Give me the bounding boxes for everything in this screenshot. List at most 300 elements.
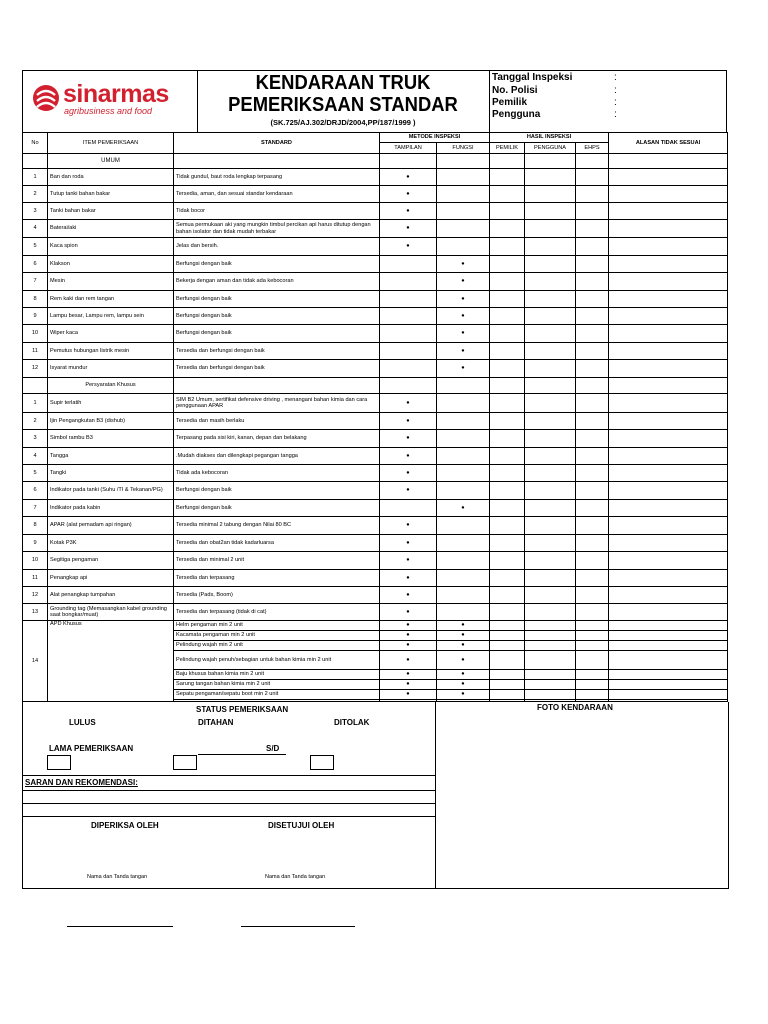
table-row (23, 482, 728, 500)
row-pemilik-cell[interactable] (490, 256, 525, 273)
row-no: 1 (23, 169, 48, 186)
row-tampilan-mark[interactable] (380, 360, 437, 378)
apd-ehps-cell[interactable] (576, 670, 609, 680)
row-pengguna-cell[interactable] (525, 343, 576, 360)
apd-pengguna-cell[interactable] (525, 690, 576, 700)
row-ehps-cell[interactable] (576, 238, 609, 256)
apd-tampilan-mark[interactable]: ● (380, 631, 437, 641)
row-no: 8 (23, 517, 48, 535)
row-fungsi-mark[interactable] (437, 169, 490, 186)
field-pengguna[interactable]: Pengguna : (492, 109, 617, 120)
row-fungsi-mark[interactable]: ● (437, 325, 490, 343)
row-item: Indikator pada tanki (Suhu /TI & Tekanan/PG) (48, 482, 174, 500)
title-line-2: PEMERIKSAAN STANDAR (228, 94, 458, 116)
row-item: Wiper kaca (48, 325, 174, 343)
disetujui-label: DISETUJUI OLEH (268, 821, 335, 830)
row-no: 13 (23, 604, 48, 621)
row-tampilan-mark[interactable]: ● (380, 413, 437, 430)
row-fungsi-mark[interactable] (437, 604, 490, 621)
status-ditahan-label: DITAHAN (198, 718, 234, 727)
row-alasan-cell[interactable] (609, 186, 728, 203)
row-tampilan-mark[interactable]: ● (380, 203, 437, 220)
saran-line-2[interactable] (23, 803, 435, 804)
row-alasan-cell[interactable] (609, 291, 728, 308)
row-item: Supir terlatih (48, 394, 174, 413)
row-no: 4 (23, 448, 48, 465)
row-ehps-cell[interactable] (576, 325, 609, 343)
row-standard: Berfungsi dengan baik (174, 482, 380, 500)
section-umum-label: UMUM (48, 154, 174, 169)
field-tanggal-inspeksi[interactable]: Tanggal Inspeksi : (492, 72, 617, 83)
row-fungsi-mark[interactable] (437, 535, 490, 552)
row-pengguna-cell[interactable] (525, 465, 576, 482)
row-tampilan-mark[interactable] (380, 500, 437, 517)
row-pengguna-cell[interactable] (525, 535, 576, 552)
row-alasan-cell[interactable] (609, 552, 728, 570)
apd-pemilik-cell[interactable] (490, 631, 525, 641)
table-row (23, 394, 728, 413)
row-alasan-cell[interactable] (609, 517, 728, 535)
row-pemilik-cell[interactable] (490, 238, 525, 256)
row-item: Baterai/aki (48, 220, 174, 238)
table-row (23, 308, 728, 325)
reference-code: (SK.725/AJ.302/DRJD/2004,PP/187/1999 ) (270, 118, 416, 127)
row-no: 7 (23, 273, 48, 291)
row-pemilik-cell[interactable] (490, 343, 525, 360)
row-no: 11 (23, 570, 48, 587)
row-tampilan-mark[interactable]: ● (380, 448, 437, 465)
row-pengguna-cell[interactable] (525, 186, 576, 203)
row-standard: Berfungsi dengan baik (174, 500, 380, 517)
row-standard: Berfungsi dengan baik (174, 291, 380, 308)
row-pengguna-cell[interactable] (525, 517, 576, 535)
row-pemilik-cell[interactable] (490, 413, 525, 430)
row-ehps-cell[interactable] (576, 169, 609, 186)
row-tampilan-mark[interactable] (380, 325, 437, 343)
row-fungsi-mark[interactable]: ● (437, 256, 490, 273)
row-tampilan-mark[interactable]: ● (380, 430, 437, 448)
row-pengguna-cell[interactable] (525, 394, 576, 413)
row-fungsi-mark[interactable] (437, 570, 490, 587)
row-pemilik-cell[interactable] (490, 465, 525, 482)
row-pengguna-cell[interactable] (525, 360, 576, 378)
row-alasan-cell[interactable] (609, 238, 728, 256)
row-pemilik-cell[interactable] (490, 220, 525, 238)
row-pengguna-cell[interactable] (525, 482, 576, 500)
row-tampilan-mark[interactable]: ● (380, 517, 437, 535)
apd-alasan-cell[interactable] (609, 670, 728, 680)
apd-ehps-cell[interactable] (576, 631, 609, 641)
row-ehps-cell[interactable] (576, 587, 609, 604)
apd-tampilan-mark[interactable]: ● (380, 641, 437, 651)
row-ehps-cell[interactable] (576, 570, 609, 587)
sinarmas-logo-icon (31, 83, 61, 113)
logo-tagline: agribusiness and food (64, 106, 153, 116)
signature-line-disetujui[interactable] (241, 926, 355, 927)
row-tampilan-mark[interactable] (380, 256, 437, 273)
col-header-tampilan: TAMPILAN (380, 143, 437, 154)
row-alasan-cell[interactable] (609, 587, 728, 604)
row-standard: Tersedia dan minimal 2 unit (174, 552, 380, 570)
table-row (23, 413, 728, 430)
row-alasan-cell[interactable] (609, 535, 728, 552)
row-no: 7 (23, 500, 48, 517)
row-fungsi-mark[interactable]: ● (437, 273, 490, 291)
row-ehps-cell[interactable] (576, 448, 609, 465)
row-pemilik-cell[interactable] (490, 291, 525, 308)
col-header-standard: STANDARD (174, 133, 380, 154)
checkbox-ditahan[interactable] (173, 755, 197, 770)
apd-pengguna-cell[interactable] (525, 670, 576, 680)
row-fungsi-mark[interactable] (437, 413, 490, 430)
apd-pengguna-cell[interactable] (525, 631, 576, 641)
row-pengguna-cell[interactable] (525, 238, 576, 256)
apd-pemilik-cell[interactable] (490, 670, 525, 680)
row-pemilik-cell[interactable] (490, 325, 525, 343)
row-item: Tangki (48, 465, 174, 482)
row-alasan-cell[interactable] (609, 604, 728, 621)
row-standard: Tersedia, aman, dan sesuai standar kendaraan (174, 186, 380, 203)
apd-fungsi-mark[interactable]: ● (437, 670, 490, 680)
col-header-hasil: HASIL INSPEKSI (490, 133, 609, 143)
row-pengguna-cell[interactable] (525, 273, 576, 291)
row-pemilik-cell[interactable] (490, 500, 525, 517)
row-tampilan-mark[interactable]: ● (380, 186, 437, 203)
row-fungsi-mark[interactable] (437, 587, 490, 604)
apd-standard: Pelindung wajah penuh/sebagian untuk bahan kimia min 2 unit (174, 651, 380, 670)
row-fungsi-mark[interactable] (437, 203, 490, 220)
row-pengguna-cell[interactable] (525, 291, 576, 308)
apd-pengguna-cell[interactable] (525, 651, 576, 670)
row-standard: Tidak ada kebocoran (174, 465, 380, 482)
table-row (23, 343, 728, 360)
row-tampilan-mark[interactable]: ● (380, 482, 437, 500)
row-fungsi-mark[interactable]: ● (437, 500, 490, 517)
row-alasan-cell[interactable] (609, 394, 728, 413)
row-ehps-cell[interactable] (576, 465, 609, 482)
checkbox-lulus[interactable] (47, 755, 71, 770)
row-alasan-cell[interactable] (609, 430, 728, 448)
row-fungsi-mark[interactable]: ● (437, 291, 490, 308)
table-row (23, 325, 728, 343)
apd-tampilan-mark[interactable]: ● (380, 651, 437, 670)
apd-ehps-cell[interactable] (576, 680, 609, 690)
inspection-form (22, 70, 727, 889)
row-no: 2 (23, 186, 48, 203)
row-no: 5 (23, 465, 48, 482)
apd-fungsi-mark[interactable]: ● (437, 690, 490, 700)
apd-tampilan-mark[interactable]: ● (380, 680, 437, 690)
info-fields (490, 71, 728, 132)
row-tampilan-mark[interactable] (380, 343, 437, 360)
row-no: 12 (23, 360, 48, 378)
row-ehps-cell[interactable] (576, 604, 609, 621)
table-row (23, 552, 728, 570)
row-alasan-cell[interactable] (609, 413, 728, 430)
table-row (23, 273, 728, 291)
bottom-section (22, 702, 729, 889)
row-ehps-cell[interactable] (576, 482, 609, 500)
row-ehps-cell[interactable] (576, 186, 609, 203)
row-alasan-cell[interactable] (609, 482, 728, 500)
row-item: Mesin (48, 273, 174, 291)
row-ehps-cell[interactable] (576, 535, 609, 552)
row-tampilan-mark[interactable] (380, 273, 437, 291)
col-header-fungsi: FUNGSI (437, 143, 490, 154)
section-row-khusus (23, 378, 728, 394)
row-item: Indikator pada kabin (48, 500, 174, 517)
row-pengguna-cell[interactable] (525, 448, 576, 465)
apd-tampilan-mark[interactable]: ● (380, 621, 437, 631)
row-pengguna-cell[interactable] (525, 570, 576, 587)
row-fungsi-mark[interactable] (437, 220, 490, 238)
row-pemilik-cell[interactable] (490, 552, 525, 570)
apd-ehps-cell[interactable] (576, 690, 609, 700)
row-fungsi-mark[interactable] (437, 238, 490, 256)
col-header-item: ITEM PEMERIKSAAN (48, 133, 174, 154)
row-alasan-cell[interactable] (609, 465, 728, 482)
row-ehps-cell[interactable] (576, 308, 609, 325)
row-pengguna-cell[interactable] (525, 203, 576, 220)
row-pemilik-cell[interactable] (490, 273, 525, 291)
checkbox-ditolak[interactable] (310, 755, 334, 770)
sd-label: S/D (266, 744, 280, 753)
row-tampilan-mark[interactable]: ● (380, 220, 437, 238)
row-pengguna-cell[interactable] (525, 220, 576, 238)
row-pemilik-cell[interactable] (490, 394, 525, 413)
row-ehps-cell[interactable] (576, 291, 609, 308)
table-row (23, 238, 728, 256)
apd-tampilan-mark[interactable]: ● (380, 670, 437, 680)
row-alasan-cell[interactable] (609, 308, 728, 325)
apd-pengguna-cell[interactable] (525, 621, 576, 631)
row-standard: Tidak bocor (174, 203, 380, 220)
row-ehps-cell[interactable] (576, 517, 609, 535)
row-pengguna-cell[interactable] (525, 169, 576, 186)
signature-name-1: Nama dan Tanda tangan (87, 874, 148, 880)
row-pemilik-cell[interactable] (490, 169, 525, 186)
apd-fungsi-mark[interactable]: ● (437, 621, 490, 631)
title-line-1: KENDARAAN TRUK (255, 72, 431, 94)
row-standard: Semua permukaan aki yang mungkin timbul percikan api harus ditutup dengan bahan isolator dan tidak mudah terbakar (174, 220, 380, 238)
row-alasan-cell[interactable] (609, 570, 728, 587)
apd-row (23, 621, 728, 631)
row-tampilan-mark[interactable]: ● (380, 238, 437, 256)
row-tampilan-mark[interactable]: ● (380, 587, 437, 604)
row-ehps-cell[interactable] (576, 256, 609, 273)
lama-pemeriksaan-label: LAMA PEMERIKSAAN (49, 744, 134, 753)
apd-ehps-cell[interactable] (576, 651, 609, 670)
apd-fungsi-mark[interactable]: ● (437, 641, 490, 651)
row-pemilik-cell[interactable] (490, 430, 525, 448)
row-pemilik-cell[interactable] (490, 308, 525, 325)
row-pemilik-cell[interactable] (490, 570, 525, 587)
row-tampilan-mark[interactable]: ● (380, 552, 437, 570)
row-pengguna-cell[interactable] (525, 500, 576, 517)
row-ehps-cell[interactable] (576, 552, 609, 570)
field-no-polisi[interactable]: No. Polisi : (492, 85, 617, 96)
row-alasan-cell[interactable] (609, 203, 728, 220)
row-item: Tutup tanki bahan bakar (48, 186, 174, 203)
table-row (23, 360, 728, 378)
row-tampilan-mark[interactable]: ● (380, 535, 437, 552)
row-tampilan-mark[interactable] (380, 308, 437, 325)
row-tampilan-mark[interactable] (380, 291, 437, 308)
apd-ehps-cell[interactable] (576, 621, 609, 631)
apd-alasan-cell[interactable] (609, 641, 728, 651)
row-item: Penangkap api (48, 570, 174, 587)
status-panel (23, 702, 436, 888)
apd-fungsi-mark[interactable]: ● (437, 631, 490, 641)
apd-alasan-cell[interactable] (609, 621, 728, 631)
row-standard: Tidak gundul, baut roda lengkap terpasang (174, 169, 380, 186)
row-ehps-cell[interactable] (576, 430, 609, 448)
apd-pengguna-cell[interactable] (525, 680, 576, 690)
row-item: Rem kaki dan rem tangan (48, 291, 174, 308)
row-alasan-cell[interactable] (609, 500, 728, 517)
row-standard: Berfungsi dengan baik (174, 308, 380, 325)
row-item: Kaca spion (48, 238, 174, 256)
row-pemilik-cell[interactable] (490, 186, 525, 203)
row-tampilan-mark[interactable]: ● (380, 570, 437, 587)
row-pengguna-cell[interactable] (525, 256, 576, 273)
apd-pemilik-cell[interactable] (490, 651, 525, 670)
row-fungsi-mark[interactable]: ● (437, 308, 490, 325)
row-pengguna-cell[interactable] (525, 552, 576, 570)
row-pemilik-cell[interactable] (490, 587, 525, 604)
apd-tampilan-mark[interactable]: ● (380, 690, 437, 700)
apd-pemilik-cell[interactable] (490, 641, 525, 651)
row-fungsi-mark[interactable] (437, 465, 490, 482)
row-pengguna-cell[interactable] (525, 587, 576, 604)
row-pengguna-cell[interactable] (525, 325, 576, 343)
row-standard: Berfungsi dengan baik (174, 256, 380, 273)
row-ehps-cell[interactable] (576, 394, 609, 413)
row-pemilik-cell[interactable] (490, 517, 525, 535)
row-alasan-cell[interactable] (609, 169, 728, 186)
apd-pemilik-cell[interactable] (490, 690, 525, 700)
row-fungsi-mark[interactable]: ● (437, 343, 490, 360)
row-ehps-cell[interactable] (576, 203, 609, 220)
apd-standard: Helm pengaman min 2 unit (174, 621, 380, 631)
apd-alasan-cell[interactable] (609, 651, 728, 670)
saran-line-1[interactable] (23, 790, 435, 791)
row-pemilik-cell[interactable] (490, 203, 525, 220)
apd-alasan-cell[interactable] (609, 680, 728, 690)
row-standard: Tersedia (Pads, Boom) (174, 587, 380, 604)
row-item: Lampu besar, Lampu rem, lampu sein (48, 308, 174, 325)
row-pengguna-cell[interactable] (525, 308, 576, 325)
row-tampilan-mark[interactable]: ● (380, 394, 437, 413)
row-fungsi-mark[interactable] (437, 517, 490, 535)
row-ehps-cell[interactable] (576, 500, 609, 517)
apd-alasan-cell[interactable] (609, 631, 728, 641)
row-item: Segitiga pengaman (48, 552, 174, 570)
row-item: Simbol rambu B3 (48, 430, 174, 448)
apd-pemilik-cell[interactable] (490, 680, 525, 690)
row-tampilan-mark[interactable]: ● (380, 604, 437, 621)
row-pemilik-cell[interactable] (490, 604, 525, 621)
form-header (22, 70, 727, 132)
row-fungsi-mark[interactable] (437, 186, 490, 203)
apd-alasan-cell[interactable] (609, 690, 728, 700)
table-row (23, 186, 728, 203)
apd-fungsi-mark[interactable]: ● (437, 651, 490, 670)
apd-standard: Sarung tangan bahan kimia min 2 unit (174, 680, 380, 690)
apd-ehps-cell[interactable] (576, 641, 609, 651)
diperiksa-label: DIPERIKSA OLEH (91, 821, 159, 830)
apd-pemilik-cell[interactable] (490, 621, 525, 631)
row-no: 3 (23, 430, 48, 448)
row-pemilik-cell[interactable] (490, 535, 525, 552)
row-ehps-cell[interactable] (576, 343, 609, 360)
row-alasan-cell[interactable] (609, 273, 728, 291)
apd-fungsi-mark[interactable]: ● (437, 680, 490, 690)
row-standard: Berfungsi dengan baik (174, 325, 380, 343)
row-standard: Tersedia dan terpasang (tidak di cat) (174, 604, 380, 621)
apd-pengguna-cell[interactable] (525, 641, 576, 651)
col-header-pengguna: PENGGUNA (525, 143, 576, 154)
row-no: 8 (23, 291, 48, 308)
row-no: 2 (23, 413, 48, 430)
row-pemilik-cell[interactable] (490, 448, 525, 465)
row-alasan-cell[interactable] (609, 360, 728, 378)
row-fungsi-mark[interactable] (437, 448, 490, 465)
table-row (23, 220, 728, 238)
row-ehps-cell[interactable] (576, 413, 609, 430)
row-pengguna-cell[interactable] (525, 413, 576, 430)
row-fungsi-mark[interactable] (437, 482, 490, 500)
table-row (23, 570, 728, 587)
row-item: Isyarat mundur (48, 360, 174, 378)
row-item: Alat penangkap tumpahan (48, 587, 174, 604)
row-ehps-cell[interactable] (576, 220, 609, 238)
table-row (23, 291, 728, 308)
row-fungsi-mark[interactable] (437, 394, 490, 413)
row-tampilan-mark[interactable]: ● (380, 169, 437, 186)
row-item: Tanki bahan bakar (48, 203, 174, 220)
row-ehps-cell[interactable] (576, 273, 609, 291)
row-tampilan-mark[interactable]: ● (380, 465, 437, 482)
row-alasan-cell[interactable] (609, 448, 728, 465)
row-alasan-cell[interactable] (609, 343, 728, 360)
row-no: 6 (23, 482, 48, 500)
saran-line-3[interactable] (23, 816, 435, 817)
row-pemilik-cell[interactable] (490, 360, 525, 378)
row-fungsi-mark[interactable] (437, 552, 490, 570)
row-alasan-cell[interactable] (609, 325, 728, 343)
row-pengguna-cell[interactable] (525, 430, 576, 448)
apd-standard: Sepatu pengaman/sepatu boot min 2 unit (174, 690, 380, 700)
row-fungsi-mark[interactable]: ● (437, 360, 490, 378)
col-header-metode: METODE INSPEKSI (380, 133, 490, 143)
row-item: Ban dan roda (48, 169, 174, 186)
table-row (23, 604, 728, 621)
row-pemilik-cell[interactable] (490, 482, 525, 500)
row-alasan-cell[interactable] (609, 256, 728, 273)
apd-standard: Pelindung wajah min 2 unit (174, 641, 380, 651)
signature-line-diperiksa[interactable] (67, 926, 173, 927)
row-ehps-cell[interactable] (576, 360, 609, 378)
field-pemilik[interactable]: Pemilik : (492, 97, 617, 108)
row-pengguna-cell[interactable] (525, 604, 576, 621)
table-row (23, 430, 728, 448)
apd-item: APD Khusus (48, 621, 174, 702)
row-alasan-cell[interactable] (609, 220, 728, 238)
row-fungsi-mark[interactable] (437, 430, 490, 448)
status-lulus-label: LULUS (69, 718, 96, 727)
apd-standard: Kacamata pengaman min 2 unit (174, 631, 380, 641)
